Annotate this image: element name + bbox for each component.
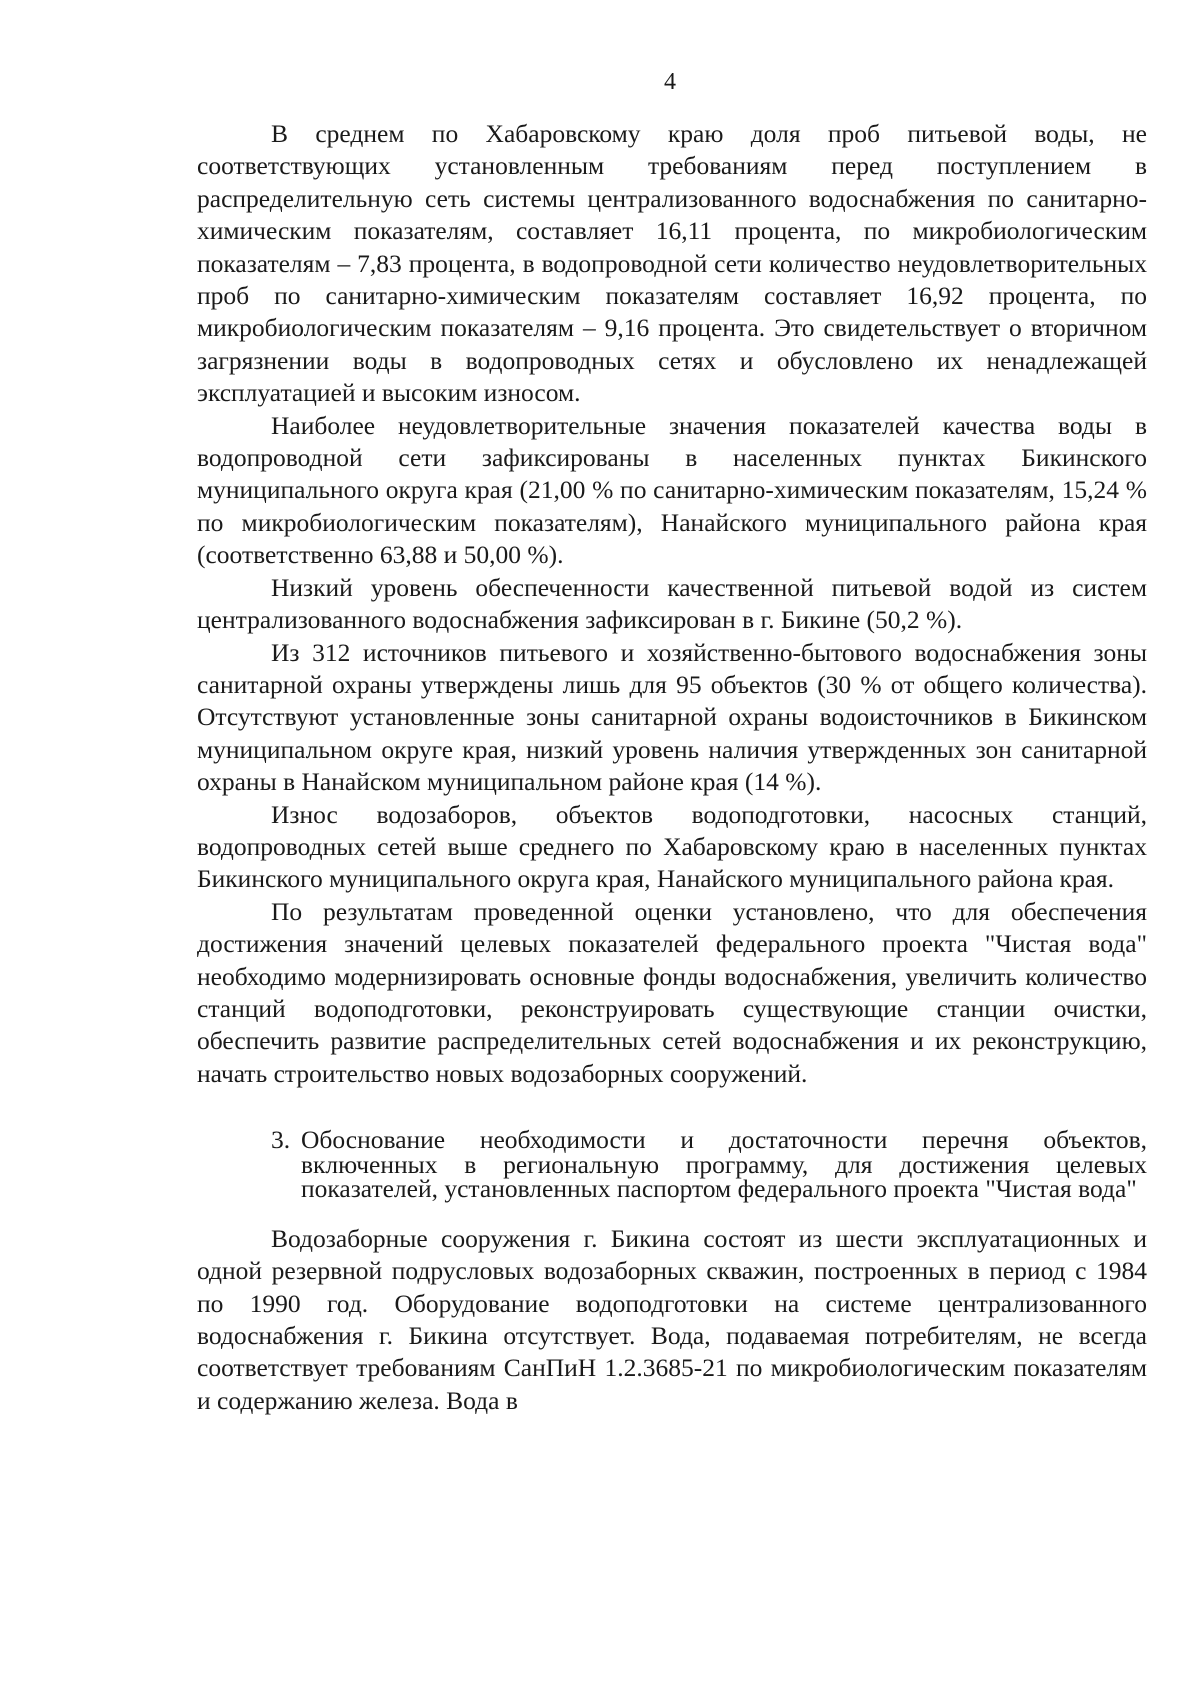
section-title: Обоснование необходимости и достаточности перечня объектов, включенных в региональную программу, для достижения целевых показателей, установленных паспортом федерального проекта "Чистая вода" xyxy=(301,1125,1147,1204)
paragraph-worst-indicators: Наиболее неудовлетворительные значения показателей качества воды в водопроводной сети зафиксированы в населенных пунктах Бикинского муниципального округа края (21,00 % по санитарно-химическим показателям, 15,24 % по микробиологическим показателям), Нанайского муниципального района края (соответственно 63,88 и 50,00 %). xyxy=(197,410,1147,570)
document-body xyxy=(197,118,1147,1417)
paragraph-assessment-results: По результатам проведенной оценки установлено, что для обеспечения достижения значений целевых показателей федерального проекта "Чистая вода" необходимо модернизировать основные фонды водоснабжения, увеличить количество станций водоподготовки, реконструировать существующие станции очистки, обеспечить развитие распределительных сетей водоснабжения и их реконструкцию, начать строительство новых водозаборных сооружений. xyxy=(197,896,1147,1088)
section-heading xyxy=(197,1125,1147,1204)
paragraph-infrastructure-wear: Износ водозаборов, объектов водоподготовки, насосных станций, водопроводных сетей выше среднего по Хабаровскому краю в населенных пунктах Бикинского муниципального округа края, Нанайского муниципального района края. xyxy=(197,799,1147,894)
paragraph-bikin-water-intake: Водозаборные сооружения г. Бикина состоят из шести эксплуатационных и одной резервной подрусловых водозаборных скважин, построенных в период с 1984 по 1990 год. Оборудование водоподготовки на системе централизованного водоснабжения г. Бикина отсутствует. Вода, подаваемая потребителям, не всегда соответствует требованиям СанПиН 1.2.3685-21 по микробиологическим показателям и содержанию железа. Вода в xyxy=(197,1223,1147,1415)
paragraph-low-provision: Низкий уровень обеспеченности качественной питьевой водой из систем централизованного водоснабжения зафиксирован в г. Бикине (50,2 %). xyxy=(197,572,1147,635)
page-number: 4 xyxy=(664,69,676,95)
paragraph-water-quality-average: В среднем по Хабаровскому краю доля проб питьевой воды, не соответствующих установленным требованиям перед поступлением в распределительную сеть системы централизованного водоснабжения по санитарно-химическим показателям, составляет 16,11 процента, по микробиологическим показателям – 7,83 процента, в водопроводной сети количество неудовлетворительных проб по санитарно-химическим показателям составляет 16,92 процента, по микробиологическим показателям – 9,16 процента. Это свидетельствует о вторичном загрязнении воды в водопроводных сетях и обусловлено их ненадлежащей эксплуатацией и высоким износом. xyxy=(197,119,1147,408)
section-number: 3. xyxy=(271,1125,291,1155)
paragraph-sanitary-zones: Из 312 источников питьевого и хозяйственно-бытового водоснабжения зоны санитарной охраны утверждены лишь для 95 объектов (30 % от общего количества). Отсутствуют установленные зоны санитарной охраны водоисточников в Бикинском муниципальном округе края, низкий уровень наличия утвержденных зон санитарной охраны в Нанайском муниципальном районе края (14 %). xyxy=(197,637,1147,797)
